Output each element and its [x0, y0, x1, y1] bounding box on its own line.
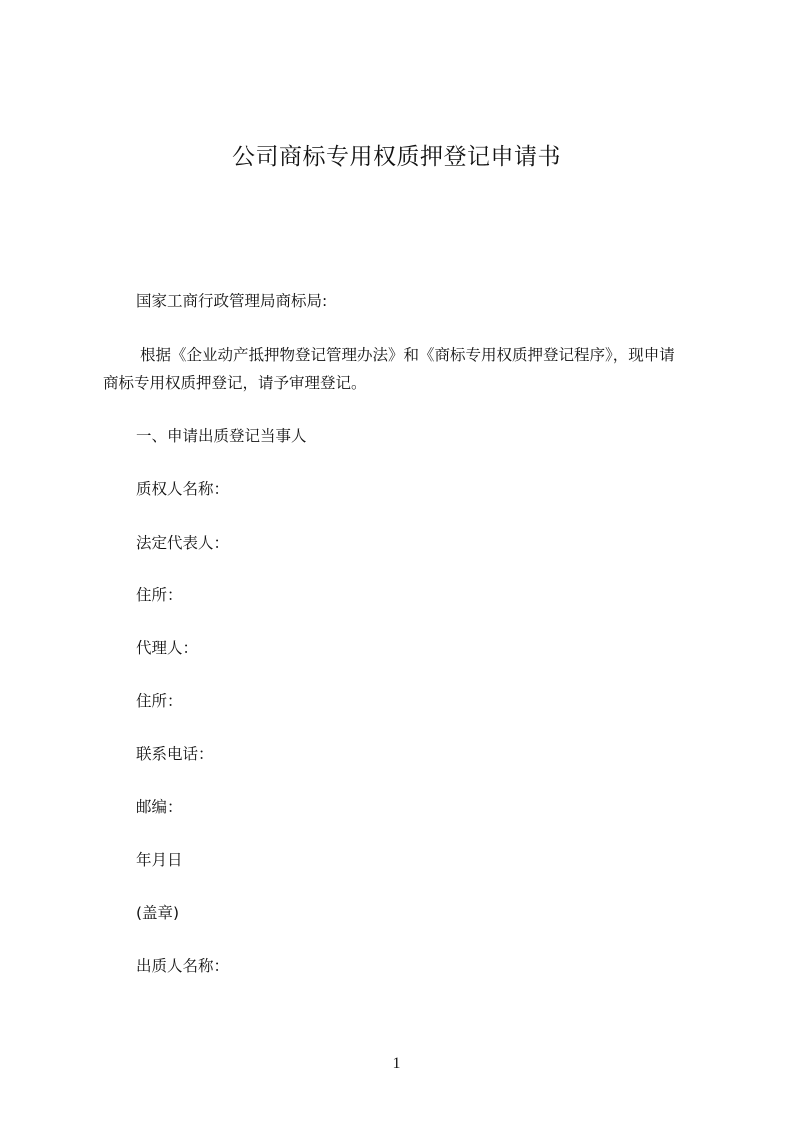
field-label-seal: (盖章)	[136, 904, 180, 922]
intro-paragraph-line-2: 商标专用权质押登记，请予审理登记。	[103, 374, 367, 392]
field-label-date: 年月日	[136, 851, 183, 869]
page-number: 1	[392, 1055, 401, 1072]
intro-paragraph-line-1: 根据《企业动产抵押物登记管理办法》和《商标专用权质押登记程序》，现申请	[140, 346, 675, 364]
page-title: 公司商标专用权质押登记申请书	[232, 144, 561, 170]
field-label-pledgor-name: 出质人名称：	[136, 957, 230, 975]
field-label-legal-representative: 法定代表人：	[136, 534, 230, 552]
field-label-address: 住所：	[136, 586, 183, 604]
field-label-pledgee-name: 质权人名称：	[136, 480, 230, 498]
field-label-agent-address: 住所：	[136, 692, 183, 710]
field-label-agent: 代理人：	[136, 639, 199, 657]
field-label-phone: 联系电话：	[136, 745, 214, 763]
addressee: 国家工商行政管理局商标局:	[136, 292, 328, 310]
field-label-postcode: 邮编：	[136, 798, 183, 816]
section-heading: 一、申请出质登记当事人	[136, 427, 307, 445]
